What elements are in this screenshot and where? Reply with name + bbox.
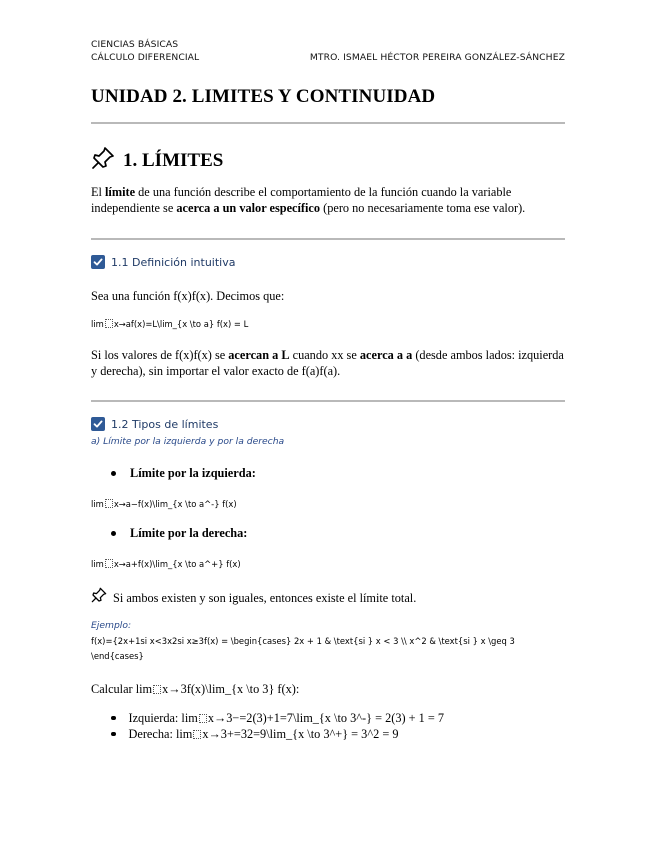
bullet-right-limit <box>91 526 247 541</box>
missing-glyph-icon <box>105 319 113 328</box>
intro-text-3: (pero no necesariamente toma ese valor). <box>320 201 526 215</box>
math-expression: x→af(x)=L\lim_{x \to a} f(x) = L <box>113 319 249 329</box>
math-expression: x→a+f(x)\lim_{x \to a^+} f(x) <box>113 559 241 569</box>
calculate-line <box>91 681 299 697</box>
missing-glyph-icon <box>105 499 113 508</box>
intro-text-1: El <box>91 185 106 199</box>
bullet-dot <box>111 716 116 721</box>
intro-bold-limite: límite <box>105 185 136 199</box>
bullet-label: Límite por la derecha: <box>130 526 248 540</box>
document-title: UNIDAD 2. LIMITES Y CONTINUIDAD <box>91 86 436 107</box>
subsection-heading-1-1 <box>91 255 235 269</box>
left-limit-math <box>91 497 237 511</box>
checkbox-checked-icon <box>91 255 105 269</box>
pushpin-icon <box>91 587 107 608</box>
example-math-line-2: \end{cases} <box>91 651 144 661</box>
section-title: 1. LÍMITES <box>123 149 224 171</box>
explanation-text-1: Si los valores de f(x)f(x) se <box>91 348 229 362</box>
missing-glyph-icon <box>199 714 207 723</box>
explanation-bold-2: acerca a a <box>359 348 413 362</box>
explanation-text-2: cuando xx se <box>289 348 360 362</box>
header-author: MTRO. ISMAEL HÉCTOR PEREIRA GONZÁLEZ-SÁNCHEZ <box>309 52 565 63</box>
bullet-label: Límite por la izquierda: <box>130 466 256 480</box>
subsection-heading-1-2 <box>91 417 218 431</box>
explanation-paragraph <box>91 347 565 379</box>
calc-expression: x→3f(x)\lim_{x \to 3} f(x): <box>162 682 300 696</box>
intro-bold-valor: acerca a un valor específico <box>176 201 321 215</box>
math-lim: lim <box>91 559 104 569</box>
definition-math <box>91 317 248 331</box>
bullet-dot <box>111 471 116 476</box>
explanation-bold-1: acercan a L <box>228 348 290 362</box>
missing-glyph-icon <box>153 685 161 694</box>
subsection-subtitle: a) Límite por la izquierda y por la derecha <box>91 436 285 447</box>
subsection-title: 1.2 Tipos de límites <box>111 417 219 431</box>
checkbox-checked-icon <box>91 417 105 431</box>
right-limit-math <box>91 557 241 571</box>
example-label: Ejemplo: <box>91 620 132 631</box>
missing-glyph-icon <box>193 730 201 739</box>
example-math-line-1: f(x)={2x+1si x<3x2si x≥3f(x) = \begin{cases} 2x + 1 & \text{si } x < 3 \\ x^2 & \text{si } x \geq 3 <box>91 636 515 646</box>
bullet-dot <box>111 531 116 536</box>
list-item <box>91 710 444 726</box>
bullet-dot <box>111 732 116 737</box>
intro-text-2: de una función describe el comportamiento de la función cuando la variable independiente se <box>91 185 512 215</box>
header-subject-bottom: CÁLCULO DIFERENCIAL <box>91 52 200 63</box>
item-text: Izquierda: lim <box>128 711 198 725</box>
list-item <box>91 726 444 742</box>
calc-text: Calcular lim <box>91 682 153 696</box>
math-expression: x→a−f(x)\lim_{x \to a^-} f(x) <box>113 499 237 509</box>
header-subject-top: CIENCIAS BÁSICAS <box>91 39 179 50</box>
math-lim: lim <box>91 499 104 509</box>
separator-1 <box>91 122 565 124</box>
definition-text: Sea una función f(x)f(x). Decimos que: <box>91 289 285 303</box>
note-row <box>91 587 416 608</box>
pushpin-icon <box>91 146 115 175</box>
item-text: Derecha: lim <box>128 727 193 741</box>
explanation-text-3: (desde ambos lados: izquierda y derecha), sin importar el valor exacto de f(a)f(a). <box>91 348 564 378</box>
separator-3 <box>91 400 565 402</box>
separator-2 <box>91 238 565 240</box>
calculation-list <box>91 710 444 742</box>
math-lim: lim <box>91 319 104 329</box>
bullet-left-limit <box>91 466 256 481</box>
intro-paragraph <box>91 184 565 216</box>
item-expression: x→3+=32=9\lim_{x \to 3^+} = 3^2 = 9 <box>202 727 399 741</box>
item-expression: x→3−=2(3)+1=7\lim_{x \to 3^-} = 2(3) + 1 = 7 <box>207 711 445 725</box>
section-heading-limites <box>91 146 223 175</box>
page-header <box>91 38 565 64</box>
missing-glyph-icon <box>105 559 113 568</box>
note-text: Si ambos existen y son iguales, entonces existe el límite total. <box>113 590 417 605</box>
subsection-title: 1.1 Definición intuitiva <box>111 255 236 269</box>
